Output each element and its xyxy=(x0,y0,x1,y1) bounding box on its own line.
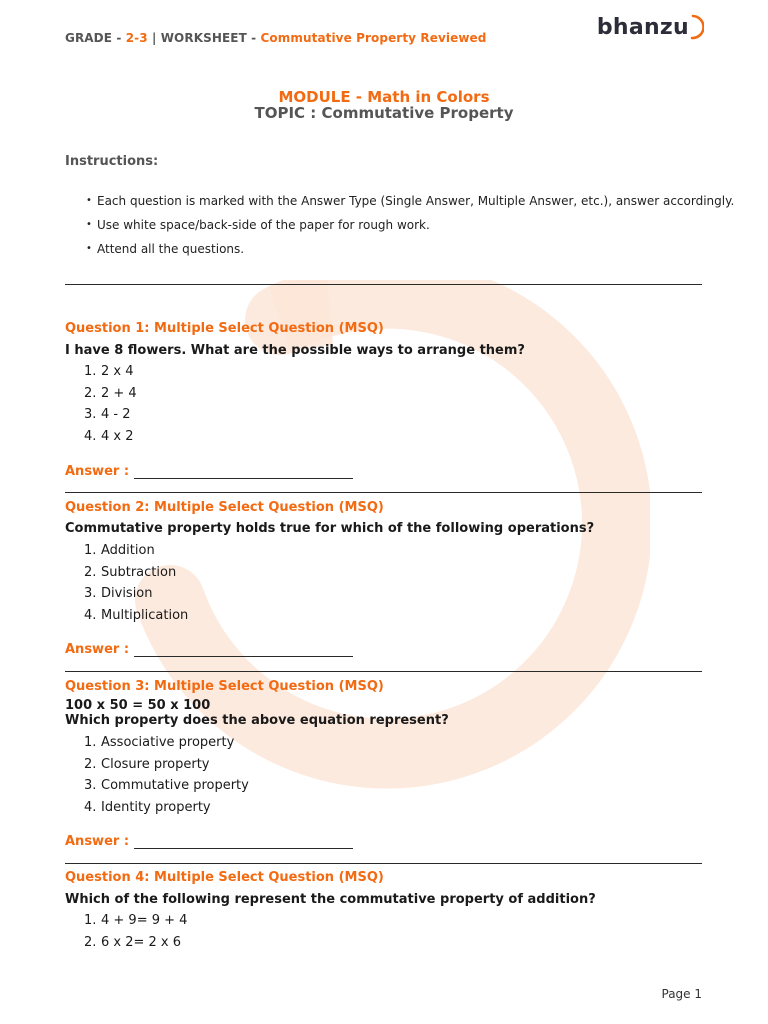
option-item[interactable]: 2. Closure property xyxy=(84,756,210,772)
instruction-item: • Use white space/back-side of the paper for rough work. xyxy=(86,215,734,239)
option-item[interactable]: 1. 4 + 9= 9 + 4 xyxy=(84,913,188,928)
option-item[interactable]: 4. Identity property xyxy=(84,799,211,815)
answer-label: Answer : xyxy=(65,642,130,657)
instructions-heading: Instructions: xyxy=(65,154,159,169)
question-divider xyxy=(65,671,702,672)
answer-label: Answer : xyxy=(65,834,130,849)
option-item[interactable]: 1. Addition xyxy=(84,543,155,558)
option-item[interactable]: 4. 4 x 2 xyxy=(84,428,134,444)
question-2-answer xyxy=(65,642,353,657)
question-1-answer xyxy=(65,464,353,479)
question-divider xyxy=(65,492,702,493)
instruction-item: • Attend all the questions. xyxy=(86,239,734,263)
question-divider xyxy=(65,863,702,864)
worksheet-title: Commutative Property Reviewed xyxy=(260,31,487,45)
topic-title: TOPIC : Commutative Property xyxy=(254,104,514,122)
answer-label: Answer : xyxy=(65,464,130,479)
section-divider xyxy=(65,284,702,285)
question-4-options xyxy=(84,910,187,953)
answer-blank[interactable] xyxy=(134,834,353,849)
option-item[interactable]: 2. 6 x 2= 2 x 6 xyxy=(84,934,182,950)
question-4-heading: Question 4: Multiple Select Question (MSQ) xyxy=(65,870,384,885)
question-3-answer xyxy=(65,834,353,849)
option-item[interactable]: 4. Multiplication xyxy=(84,607,189,623)
question-1-heading: Question 1: Multiple Select Question (MSQ) xyxy=(65,321,384,336)
option-item[interactable]: 3. Commutative property xyxy=(84,778,249,793)
bhanzu-logo xyxy=(597,14,704,40)
brand-name: bhanzu xyxy=(596,14,689,40)
question-3-equation: 100 x 50 = 50 x 100 xyxy=(65,698,211,713)
bhanzu-arc-icon xyxy=(690,14,704,40)
option-item[interactable]: 2. Subtraction xyxy=(84,564,177,580)
module-title: MODULE - Math in Colors xyxy=(278,88,490,106)
answer-blank[interactable] xyxy=(134,642,353,657)
worksheet-header xyxy=(65,31,486,45)
question-2-text: Commutative property holds true for which of the following operations? xyxy=(65,521,595,536)
answer-blank[interactable] xyxy=(134,464,353,479)
question-3-text: Which property does the above equation represent? xyxy=(65,713,449,728)
question-3-heading: Question 3: Multiple Select Question (MSQ) xyxy=(65,679,384,694)
question-3-options xyxy=(84,732,249,818)
option-item[interactable]: 3. Division xyxy=(84,586,153,601)
question-2-options xyxy=(84,540,188,626)
grade-label: GRADE - xyxy=(65,31,122,45)
instruction-item: • Each question is marked with the Answer Type (Single Answer, Multiple Answer, etc.), answer accordingly. xyxy=(86,191,734,215)
option-item[interactable]: 1. Associative property xyxy=(84,735,235,750)
page-number: Page 1 xyxy=(661,987,702,1001)
option-item[interactable]: 3. 4 - 2 xyxy=(84,407,131,422)
option-item[interactable]: 1. 2 x 4 xyxy=(84,364,134,379)
worksheet-separator: | WORKSHEET - xyxy=(151,31,257,45)
grade-value: 2-3 xyxy=(125,31,148,45)
option-item[interactable]: 2. 2 + 4 xyxy=(84,385,137,401)
question-1-options xyxy=(84,361,137,447)
question-2-heading: Question 2: Multiple Select Question (MSQ) xyxy=(65,500,384,515)
question-1-text: I have 8 flowers. What are the possible ways to arrange them? xyxy=(65,343,525,358)
question-4-text: Which of the following represent the commutative property of addition? xyxy=(65,892,596,907)
instructions-list xyxy=(86,191,734,263)
